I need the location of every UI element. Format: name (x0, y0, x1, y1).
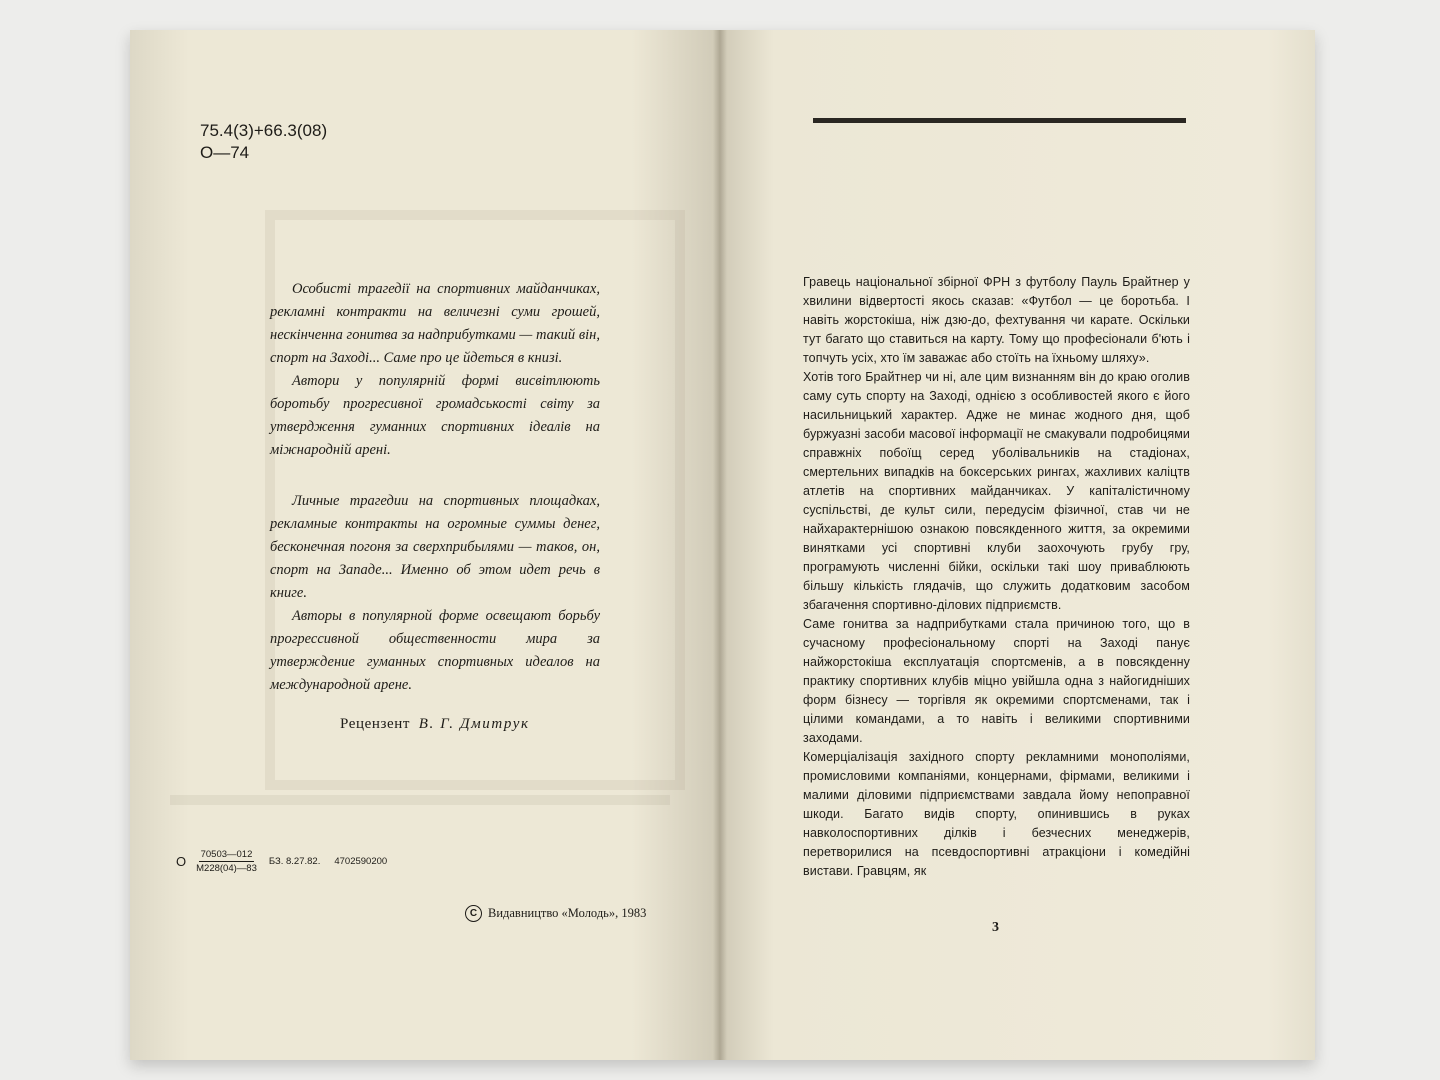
chapter-rule (813, 118, 1186, 123)
imprint-denominator: М228(04)—83 (196, 862, 257, 874)
left-page (130, 30, 720, 1060)
classification-code (200, 120, 327, 164)
annotation-ukrainian (270, 278, 600, 462)
body-text (803, 273, 1190, 881)
classification-line-udc: 75.4(3)+66.3(08) (200, 121, 328, 140)
body-paragraph: Гравець національної збірної ФРН з футболу Пауль Брайтнер у хвилини відвертості якось сказав: «Футбол — це боротьба. І навіть жорстокіша, ніж дзю-до, фехтування чи карате. Оскільки тут багато що ставиться на карту. Тому що професіонали б'ють і топчуть усіх, хто їм заважає або стоїть на їхньому шляху». (803, 275, 1190, 365)
body-paragraph: Комерціалізація західного спорту рекламними монополіями, промисловими компаніями, концернами, фірмами, великими і малими діловими підприємствами завдала йому непоправної шкоди. Багато видів спорту, опинившись в руках навколоспортивних ділків і безчесних менеджерів, перетворилися на псевдоспортивні атракціони і комедійні вистави. Гравцям, як (803, 750, 1190, 878)
classification-line-author-mark: О—74 (200, 143, 250, 162)
imprint-code (176, 845, 387, 877)
book-gutter (713, 30, 727, 1060)
show-through-band (170, 795, 670, 805)
imprint-code-number: 4702590200 (334, 855, 388, 867)
right-page (720, 30, 1315, 1060)
reviewer-line (340, 716, 530, 733)
annotation-uk-paragraph: Особисті трагедії на спортивних майданчиках, рекламні контракти на величезні суми грошей, нескінченна гонитва за надприбутками — такий він, спорт на Заході... Саме про це йдеться в книзі. (270, 281, 600, 366)
copyright-icon: C (465, 905, 482, 922)
annotation-ru-paragraph: Авторы в популярной форме освещают борьбу прогрессивной общественности мира за утверждение гуманных спортивных идеалов на международной арене. (270, 608, 600, 693)
annotation-russian (270, 490, 600, 697)
open-book (130, 30, 1315, 1060)
imprint-bz: БЗ. 8.27.82. (268, 855, 321, 867)
page-number: 3 (992, 920, 999, 935)
imprint-letter: О (176, 853, 187, 869)
copyright-text: Видавництво «Молодь», 1983 (488, 906, 647, 920)
copyright-line (465, 905, 646, 922)
body-paragraph: Хотів того Брайтнер чи ні, але цим визнанням він до краю оголив саму суть спорту на Заході, однією з особливостей якого є його насильницький характер. Адже не минає жодного дня, щоб буржуазні засоби масової інформації не смакували подробицями справжніх побоїщ серед уболівальників на стадіонах, смертельних випадків на боксерських рингах, жахливих каліцтв атлетів на спортивних майданчиках. У капіталістичному суспільстві, де культ сили, передусім фізичної, став чи не найхарактернішою ознакою повсякденного життя, за окремими винятками усі спортивні клуби заохочують грубу гру, програмують численні бійки, оскільки такі шоу приваблюють більшу кількість глядачів, що служить додатковим засобом збагачення спортивно-ділових підприємств. (803, 370, 1190, 612)
reviewer-name: В. Г. Дмитрук (418, 716, 530, 732)
body-paragraph: Саме гонитва за надприбутками стала причиною того, що в сучасному професіональному спорті на Заході панує найжорстокіша експлуатація спортсменів, а в повсякденну практику спортивних клубів міцно увійшла одна з найогидніших форм бізнесу — торгівля як окремими спортсменами, так і цілими командами, а то навіть і великими спортивними заходами. (803, 617, 1190, 745)
imprint-fraction (194, 849, 259, 874)
reviewer-role: Рецензент (340, 716, 411, 732)
annotation-uk-paragraph: Автори у популярній формі висвітлюють боротьбу прогресивної громадськості світу за утвердження гуманних спортивних ідеалів на міжнародній арені. (270, 373, 600, 458)
annotation-ru-paragraph: Личные трагедии на спортивных площадках, рекламные контракты на огромные суммы денег, бесконечная погоня за сверхприбылями — таков, он, спорт на Западе... Именно об этом идет речь в книге. (270, 493, 600, 601)
imprint-numerator: 70503—012 (200, 848, 253, 860)
